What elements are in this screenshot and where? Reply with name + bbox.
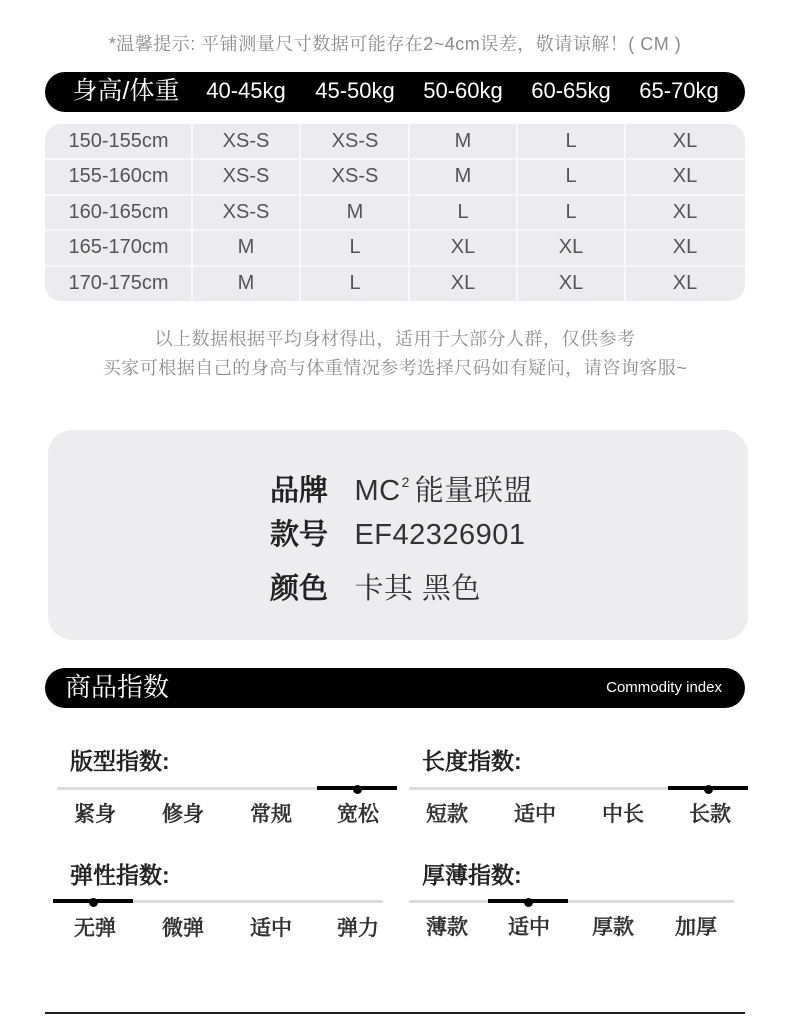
size-cell: XS-S bbox=[222, 165, 270, 188]
row-divider bbox=[45, 265, 745, 267]
index-option: 紧身 bbox=[74, 803, 116, 826]
commodity-index-header bbox=[45, 668, 745, 708]
size-cell: L bbox=[565, 130, 577, 152]
height-range-cell: 160-165cm bbox=[68, 200, 169, 223]
index-option: 适中 bbox=[508, 916, 550, 939]
product-info-card bbox=[48, 430, 748, 640]
header-weight-col: 40-45kg bbox=[206, 78, 286, 103]
index-option: 宽松 bbox=[337, 803, 379, 826]
index-group-title: 厚薄指数: bbox=[422, 862, 522, 888]
header-height-weight: 身高/体重 bbox=[72, 77, 180, 105]
brand-value: $MC^2$ 能量联盟 bbox=[354, 474, 533, 507]
index-option: 适中 bbox=[250, 917, 292, 940]
header-weight-col: 50-60kg bbox=[423, 78, 503, 103]
index-group-title: 弹性指数: bbox=[70, 862, 170, 888]
size-row bbox=[45, 159, 745, 194]
index-marker-dot bbox=[704, 785, 713, 794]
measurement-tip: *温馨提示: 平铺测量尺寸数据可能存在2~4cm误差，敬请谅解！( CM ) bbox=[108, 34, 682, 54]
height-range-cell: 170-175cm bbox=[68, 271, 169, 294]
color-row bbox=[270, 569, 481, 609]
index-option: 长款 bbox=[689, 803, 731, 826]
size-chart-table bbox=[45, 124, 745, 301]
brand-row bbox=[270, 462, 533, 507]
size-cell: XS-S bbox=[331, 165, 379, 188]
index-option: 弹力 bbox=[337, 917, 379, 940]
size-row bbox=[45, 230, 745, 265]
index-option: 加厚 bbox=[675, 916, 717, 939]
size-row bbox=[45, 195, 745, 230]
header-weight-col: 65-70kg bbox=[639, 78, 719, 103]
row-divider bbox=[45, 229, 745, 231]
size-chart-header bbox=[45, 72, 745, 112]
size-cell: XL bbox=[558, 271, 584, 294]
commodity-index-title: 商品指数 bbox=[65, 672, 170, 702]
size-cell: M bbox=[454, 165, 472, 188]
index-option: 微弹 bbox=[162, 917, 204, 940]
height-range-cell: 165-170cm bbox=[68, 236, 169, 259]
size-cell: L bbox=[565, 200, 577, 223]
style-number-value: EF42326901 bbox=[354, 519, 526, 551]
index-group-title: 版型指数: bbox=[70, 748, 170, 774]
index-marker-dot bbox=[89, 898, 98, 907]
height-range-cell: 150-155cm bbox=[68, 130, 169, 152]
style-number-row bbox=[270, 515, 526, 555]
size-row bbox=[45, 124, 745, 159]
size-cell: XS-S bbox=[222, 200, 270, 223]
index-option: 中长 bbox=[602, 803, 644, 826]
size-row bbox=[45, 266, 745, 301]
brand-label: 品牌 bbox=[270, 475, 329, 507]
index-option: 常规 bbox=[250, 803, 292, 826]
size-note-line: 以上数据根据平均身材得出，适用于大部分人群，仅供参考 bbox=[154, 329, 636, 349]
row-divider bbox=[45, 158, 745, 160]
index-option: 适中 bbox=[514, 803, 556, 826]
header-weight-col: 60-65kg bbox=[531, 78, 611, 103]
index-option: 厚款 bbox=[592, 916, 634, 939]
size-cell: XL bbox=[672, 165, 698, 188]
size-cell: M bbox=[237, 271, 255, 294]
index-option: 短款 bbox=[426, 803, 468, 826]
bottom-divider bbox=[45, 1012, 745, 1014]
size-cell: M bbox=[346, 200, 364, 223]
column-divider bbox=[299, 124, 301, 301]
size-note-line: 买家可根据自己的身高与体重情况参考选择尺码如有疑问，请咨询客服~ bbox=[102, 358, 688, 378]
index-scale-track bbox=[409, 900, 734, 903]
index-marker-dot bbox=[353, 785, 362, 794]
column-divider bbox=[191, 124, 193, 301]
index-marker-dot bbox=[524, 898, 533, 907]
size-cell: XS-S bbox=[222, 130, 270, 152]
row-divider bbox=[45, 194, 745, 196]
size-cell: XL bbox=[450, 236, 476, 259]
index-option: 修身 bbox=[162, 803, 204, 826]
height-range-cell: 155-160cm bbox=[68, 165, 169, 188]
size-cell: XL bbox=[450, 271, 476, 294]
size-cell: L bbox=[457, 200, 469, 223]
size-cell: L bbox=[565, 165, 577, 188]
size-cell: M bbox=[237, 236, 255, 259]
column-divider bbox=[408, 124, 410, 301]
size-cell: XL bbox=[672, 271, 698, 294]
size-cell: L bbox=[349, 236, 361, 259]
size-cell: XS-S bbox=[331, 130, 379, 152]
size-cell: XL bbox=[558, 236, 584, 259]
index-option: 无弹 bbox=[74, 917, 116, 940]
header-weight-col: 45-50kg bbox=[315, 78, 395, 103]
index-scale-track bbox=[53, 900, 383, 903]
column-divider bbox=[624, 124, 626, 301]
size-cell: M bbox=[454, 130, 472, 152]
color-value: 卡其 黑色 bbox=[354, 573, 482, 605]
commodity-index-subtitle: Commodity index bbox=[606, 679, 722, 696]
index-scale-track bbox=[57, 787, 397, 790]
index-option: 薄款 bbox=[426, 916, 468, 939]
size-cell: XL bbox=[672, 200, 698, 223]
column-divider bbox=[516, 124, 518, 301]
color-label: 颜色 bbox=[270, 573, 329, 605]
size-cell: XL bbox=[672, 130, 698, 152]
style-number-label: 款号 bbox=[270, 519, 329, 551]
index-group-title: 长度指数: bbox=[422, 748, 522, 774]
size-cell: XL bbox=[672, 236, 698, 259]
index-scale-track bbox=[409, 787, 748, 790]
size-cell: L bbox=[349, 271, 361, 294]
